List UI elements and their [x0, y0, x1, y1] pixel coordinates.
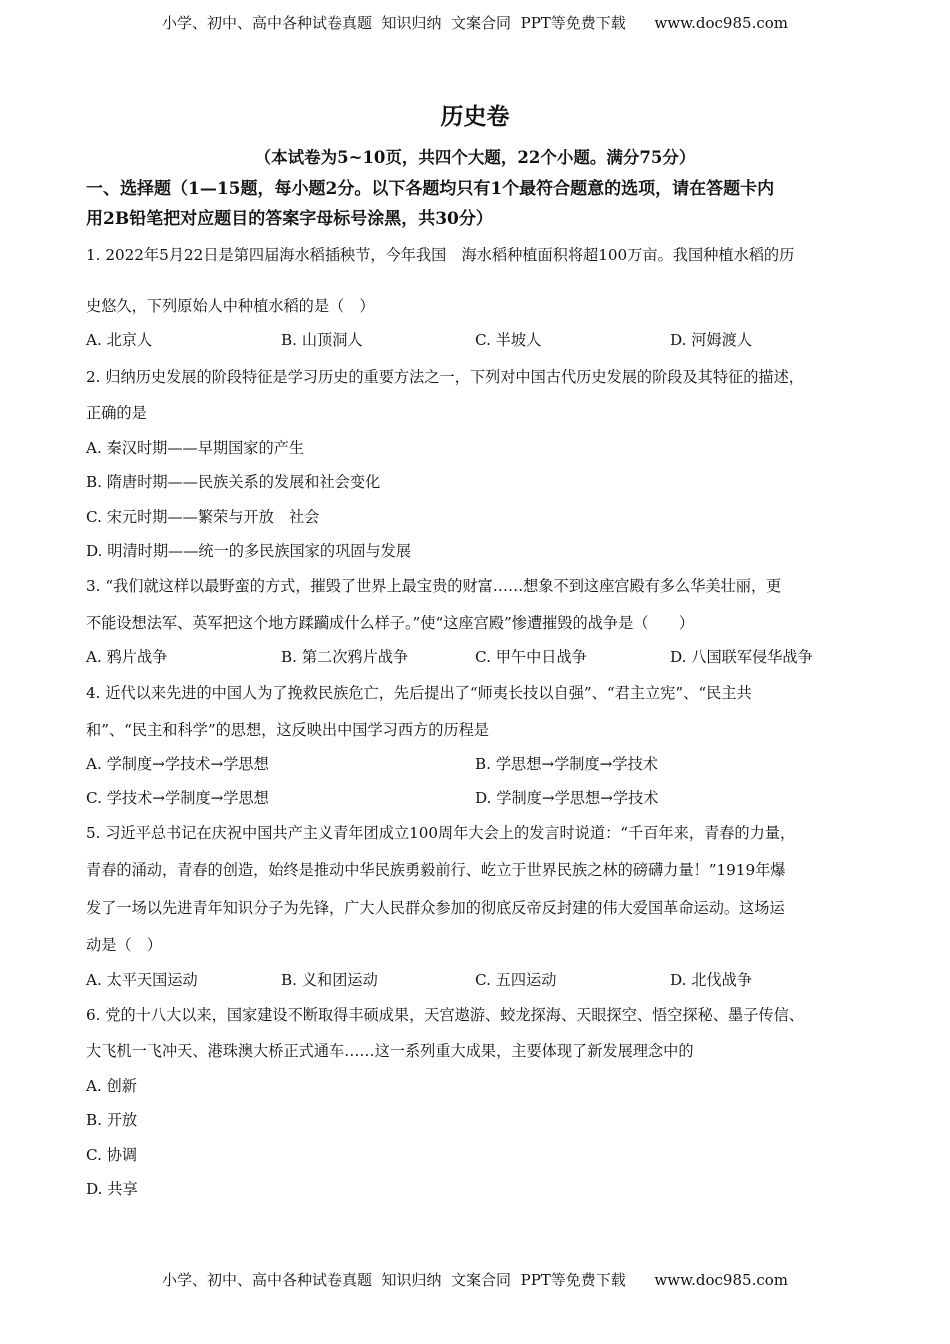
question-1-options	[86, 329, 876, 351]
question-3-options	[86, 646, 876, 668]
question-1-option-c[interactable]: C. 半坡人	[475, 331, 542, 349]
question-5-option-d[interactable]: D. 北伐战争	[670, 971, 753, 989]
question-2-option-d[interactable]: D. 明清时期——统一的多民族国家的巩固与发展	[86, 542, 412, 560]
question-3-option-b[interactable]: B. 第二次鸦片战争	[281, 648, 409, 666]
question-1-option-a[interactable]: A. 北京人	[86, 331, 153, 349]
question-4-options-row-1	[86, 753, 876, 775]
question-6-option-b[interactable]: B. 开放	[86, 1111, 138, 1129]
question-1-option-d[interactable]: D. 河姆渡人	[670, 331, 753, 349]
question-1-text-line-2: 史悠久，下列原始人中种植水稻的是（ ）	[86, 297, 375, 315]
question-5-text-line-4: 动是（ ）	[86, 936, 162, 954]
question-2-option-b[interactable]: B. 隋唐时期——民族关系的发展和社会变化	[86, 473, 381, 491]
page-header: 小学、初中、高中各种试卷真题 知识归纳 文案合同 PPT等免费下载 www.doc985.com	[161, 14, 788, 32]
exam-subtitle: （本试卷为5~10页，共四个大题，22个小题。满分75分）	[254, 148, 696, 167]
question-1-text-line-1: 1. 2022年5月22日是第四届海水稻插秧节，今年我国 海水稻种植面积将超100万亩。我国种植水稻的历	[86, 246, 795, 264]
question-2-text-line-1: 2. 归纳历史发展的阶段特征是学习历史的重要方法之一，下列对中国古代历史发展的阶段及其特征的描述，	[86, 368, 804, 386]
question-6-option-c[interactable]: C. 协调	[86, 1146, 138, 1164]
question-5-option-c[interactable]: C. 五四运动	[475, 971, 557, 989]
question-3-text-line-2: 不能设想法军、英军把这个地方蹂躏成什么样子。”使“这座宫殿”惨遭摧毁的战争是（ ）	[86, 614, 695, 632]
page-footer: 小学、初中、高中各种试卷真题 知识归纳 文案合同 PPT等免费下载 www.doc985.com	[161, 1271, 788, 1289]
question-6-option-d[interactable]: D. 共享	[86, 1180, 138, 1198]
question-5-text-line-1: 5. 习近平总书记在庆祝中国共产主义青年团成立100周年大会上的发言时说道：“千百年来，青春的力量，	[86, 824, 796, 842]
section-heading-line-1: 一、选择题（1—15题，每小题2分。以下各题均只有1个最符合题意的选项，请在答题卡内	[86, 179, 775, 199]
question-1-option-b[interactable]: B. 山顶洞人	[281, 331, 363, 349]
question-5-options	[86, 969, 876, 991]
question-3-option-c[interactable]: C. 甲午中日战争	[475, 648, 587, 666]
question-3-option-a[interactable]: A. 鸦片战争	[86, 648, 168, 666]
question-4-option-d[interactable]: D. 学制度→学思想→学技术	[475, 789, 659, 807]
question-6-option-a[interactable]: A. 创新	[86, 1077, 137, 1095]
question-6-text-line-1: 6. 党的十八大以来，国家建设不断取得丰硕成果，天宫遨游、蛟龙探海、天眼探空、悟空探秘、墨子传信、	[86, 1006, 804, 1024]
question-2-option-c[interactable]: C. 宋元时期——繁荣与开放 社会	[86, 508, 320, 526]
question-2-text-line-2: 正确的是	[86, 404, 147, 422]
question-4-text-line-2: 和”、“民主和科学”的思想，这反映出中国学习西方的历程是	[86, 721, 489, 739]
section-heading-line-2: 用2B铅笔把对应题目的答案字母标号涂黑，共30分）	[86, 209, 493, 229]
question-2-option-a[interactable]: A. 秦汉时期——早期国家的产生	[86, 439, 305, 457]
question-4-option-c[interactable]: C. 学技术→学制度→学思想	[86, 789, 269, 807]
question-3-text-line-1: 3. “我们就这样以最野蛮的方式，摧毁了世界上最宝贵的财富……想象不到这座宫殿有多么华美壮丽，更	[86, 577, 782, 595]
question-5-text-line-2: 青春的涌动，青春的创造，始终是推动中华民族勇毅前行、屹立于世界民族之林的磅礴力量！”1919年爆	[86, 861, 786, 879]
question-5-option-a[interactable]: A. 太平天国运动	[86, 971, 198, 989]
question-4-text-line-1: 4. 近代以来先进的中国人为了挽救民族危亡，先后提出了“师夷长技以自强”、“君主立宪”、“民主共	[86, 684, 752, 702]
question-5-text-line-3: 发了一场以先进青年知识分子为先锋，广大人民群众参加的彻底反帝反封建的伟大爱国革命运动。这场运	[86, 899, 785, 917]
question-5-option-b[interactable]: B. 义和团运动	[281, 971, 378, 989]
question-6-text-line-2: 大飞机一飞冲天、港珠澳大桥正式通车……这一系列重大成果，主要体现了新发展理念中的	[86, 1042, 694, 1060]
question-4-options-row-2	[86, 787, 876, 809]
question-4-option-b[interactable]: B. 学思想→学制度→学技术	[475, 755, 658, 773]
question-3-option-d[interactable]: D. 八国联军侵华战争	[670, 648, 813, 666]
exam-title: 历史卷	[440, 103, 510, 130]
question-4-option-a[interactable]: A. 学制度→学技术→学思想	[86, 755, 269, 773]
